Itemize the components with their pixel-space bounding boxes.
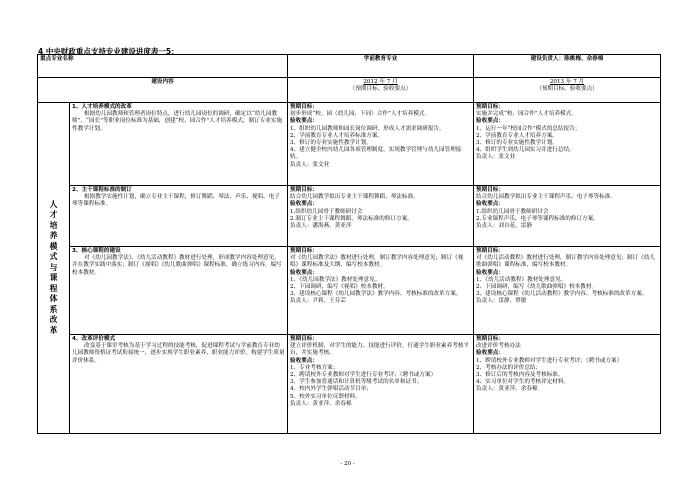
text-line: 改进评价考核办法 (476, 343, 521, 350)
text-line: 负责人：刘自花、雷静 (476, 223, 532, 230)
text-line: 负责人：尹莉、王芬芸 (290, 298, 346, 305)
text-line: 1、聘请校外专业教师对学生进行专业考评；（聘书或方案） (476, 357, 623, 364)
text-line: 预期目标： (290, 336, 318, 342)
category-char: 程 (49, 283, 58, 293)
category-label (40, 200, 67, 337)
row2-desc: 根据教学实施性计划，确立专业主干课程，修订舞蹈、琴法、声乐、视唱、电子琴等课程标准。 (72, 194, 280, 208)
text-line: 2、考核办法的评价总结； (476, 364, 542, 371)
text-line: 4、组织学生到幼儿园实习并进行总结。 (476, 147, 575, 154)
text-line: 4、建立健全校内幼儿园各项管理制度，实现教学管理与幼儿园管理接轨。 (290, 147, 462, 161)
text-line: 建立评价机制，对学生的能力、技能进行评价。打通学生职业素养考核平台，并实施考核。 (290, 343, 470, 357)
col3-header (474, 78, 661, 103)
text-line: 3、学生参加普通话和计算机等级考试的名单和证书； (290, 379, 423, 386)
text-line: 验收要点： (476, 201, 504, 208)
category-char: 与 (49, 262, 58, 272)
text-line: 1、《幼儿活动教程》教材处理意见。 (476, 276, 567, 283)
table-caption: 4 中央财政重点支持专业建设进度表一5： (38, 47, 179, 56)
category-char: 人 (49, 199, 58, 209)
text-line: 负责人：张文业 (476, 154, 516, 161)
text-line: 4、实习单位对学生的考核评定材料。 (476, 379, 570, 386)
text-line: 负责人：潘海燕、黄亚萍 (290, 223, 352, 230)
category-char: 培 (49, 220, 58, 230)
text-line: 对《幼儿园教学法》教材进行处理，制订教学内容处理意见；制订《视唱》课程标准及大纲，编写校本教材。 (290, 255, 464, 269)
text-line: 1.组织幼儿园骨干教师研讨会 (290, 208, 363, 215)
category-char: 改 (49, 315, 58, 325)
row4-title: 4、改革评价模式 (72, 336, 116, 342)
text-line: 3、修订的专业实施性教学计划。 (290, 140, 372, 147)
category-char: 系 (49, 304, 58, 314)
category-char: 体 (49, 294, 58, 304)
category-char: 才 (49, 210, 58, 220)
text-line: 验收要点： (290, 118, 318, 125)
text-line: 2、聘请校外专业教师对学生进行专业考评；（聘书或方案） (290, 372, 437, 379)
row3-title: 3、核心课程的建设 (72, 248, 121, 254)
row1-2012 (288, 103, 474, 186)
text-line: 实施并完成“校、园合作”人才培养模式。 (476, 111, 577, 118)
category-char: 养 (49, 231, 58, 241)
text-line: 对《幼儿活动教程》教材进行处理，制订教学内容处理意见；制订《幼儿歌曲弹唱》课程标准，编写校本教材。 (476, 255, 656, 269)
text-line: 负责人：张文业 (290, 161, 330, 168)
row2-title: 2、主干课程标准的制订 (72, 187, 132, 193)
row1-2013 (474, 103, 661, 186)
category-char: 课 (49, 273, 58, 283)
row1-desc: 根据幼儿园教师和管理者岗位特点，进行幼儿园岗位的调研，确定以“幼儿园教师”、“园长”等职业岗位标准为基础，创建“校、园合作”人才培养模式，制订专业实施性教学计划。 (72, 111, 283, 132)
row2-content (70, 186, 288, 247)
col3-sub: （预期目标、验收要点） (536, 86, 598, 93)
text-line: 验收要点： (476, 269, 504, 276)
text-line: 3、修订后的考核内容及考核标准。 (476, 372, 564, 379)
text-line: 预期目标： (476, 336, 504, 342)
text-line: 5、校外实习单位反馈材料。 (290, 393, 361, 400)
text-line: 2、学前教育专业人才培养方案。 (476, 132, 558, 139)
leader: 建设负责人：陈桃梅、余春棉 (474, 55, 661, 78)
category-char: 式 (49, 252, 58, 262)
row3-content (70, 247, 288, 335)
row1-content (70, 103, 288, 186)
text-line: 验收要点： (290, 201, 318, 208)
text-line: 预期目标： (476, 248, 504, 254)
row2-2013 (474, 186, 661, 247)
text-line: 1、专业考核方案； (290, 364, 339, 371)
text-line: 2、下园调研，编写《视唱》校本教材。 (290, 284, 389, 291)
text-line: 2.专业课程声乐、电子琴等课程标准的修订方案。 (476, 215, 599, 222)
col2-year: 2012 年 7 月 (363, 79, 398, 85)
text-line: 预期目标： (290, 248, 318, 254)
page-number: - 20 - (340, 461, 355, 467)
row3-desc: 对《幼儿园教学法》、《幼儿活动教程》教材进行处理，形成教学内容处理意见，并在教学实践中落实；制订《视唱》《幼儿歌曲弹唱》课程标准，确立练习内容，编写校本教材。 (72, 255, 282, 276)
row4-2013 (474, 335, 661, 434)
text-line: 初步形成“校、园（幼儿园，下同）合作”人才培养模式。 (290, 111, 430, 118)
row1-title: 1、人才培养模式的改革 (72, 104, 132, 110)
text-line: 验收要点： (476, 118, 504, 125)
row2-2012 (288, 186, 474, 247)
col2-sub: （预期目标、验收要点） (349, 86, 412, 93)
text-line: 1、运行一年“校园合作”模式的总结报告； (476, 125, 581, 132)
text-line: 2.制订专业主干课程舞蹈、琴法标准的修订方案。 (290, 215, 413, 222)
row4-2012 (288, 335, 474, 434)
row4-desc: 改变基于课堂考核为基于学习过程的技能考核，促进课程考试与学前教育专业幼儿园教师资格证考试衔接统一，逐步实现学生职业素养、职业能力评价，构建学生质量评价体系。 (72, 343, 285, 364)
content-label: 建设内容 (38, 78, 288, 103)
category-cell (38, 103, 70, 434)
text-line: 2、下园调研，编写《幼儿歌曲弹唱》校本教材。 (476, 284, 598, 291)
text-line: 负责人：黄亚萍、余春棉 (290, 400, 352, 407)
text-line: 1、《幼儿园教学法》教材处理意见。 (290, 276, 381, 283)
category-char: 模 (49, 241, 58, 251)
major-label: 重点专业名称 (38, 55, 288, 78)
text-line: 结合幼儿园教学拟出专业主干课程舞蹈、琴法标准。 (290, 194, 419, 201)
text-line: 负责人：雷静、覃敏 (476, 298, 527, 305)
text-line: 3、修订的专业实施性教学计划。 (476, 140, 558, 147)
text-line: 4、校内外学生弹唱活动节目单； (290, 386, 372, 393)
col3-year: 2013 年 7 月 (549, 79, 585, 85)
text-line: 1.组织幼儿园骨干教师研讨会 (476, 208, 549, 215)
text-line: 3、建设核心课程《幼儿活动教程》教学内容、考核标准的改革方案。 (476, 291, 648, 298)
text-line: 预期目标： (290, 104, 318, 110)
category-char: 革 (49, 325, 58, 335)
row3-2012 (288, 247, 474, 335)
text-line: 3、建设核心课程《幼儿园教学法》教学内容、考核标准的改革方案。 (290, 291, 462, 298)
text-line: 预期目标： (476, 104, 504, 110)
row3-2013 (474, 247, 661, 335)
text-line: 2、学前教育专业人才培养标准方案。 (290, 132, 384, 139)
text-line: 负责人：黄亚萍、余春棉 (476, 386, 538, 393)
major-name: 学前教育专业 (288, 55, 474, 78)
text-line: 1、组织幼儿园教师和园长岗位调研，形成人才需求调研报告。 (290, 125, 445, 132)
text-line: 验收要点： (476, 350, 504, 357)
col2-header (288, 78, 474, 103)
text-line: 验收要点： (290, 357, 318, 364)
row4-content (70, 335, 288, 434)
text-line: 结合幼儿园教学拟出专业主干课程声乐、电子琴等标准。 (476, 194, 616, 201)
text-line: 验收要点： (290, 269, 318, 276)
progress-table (37, 54, 661, 434)
text-line: 预期目标： (290, 187, 318, 193)
text-line: 预期目标： (476, 187, 504, 193)
